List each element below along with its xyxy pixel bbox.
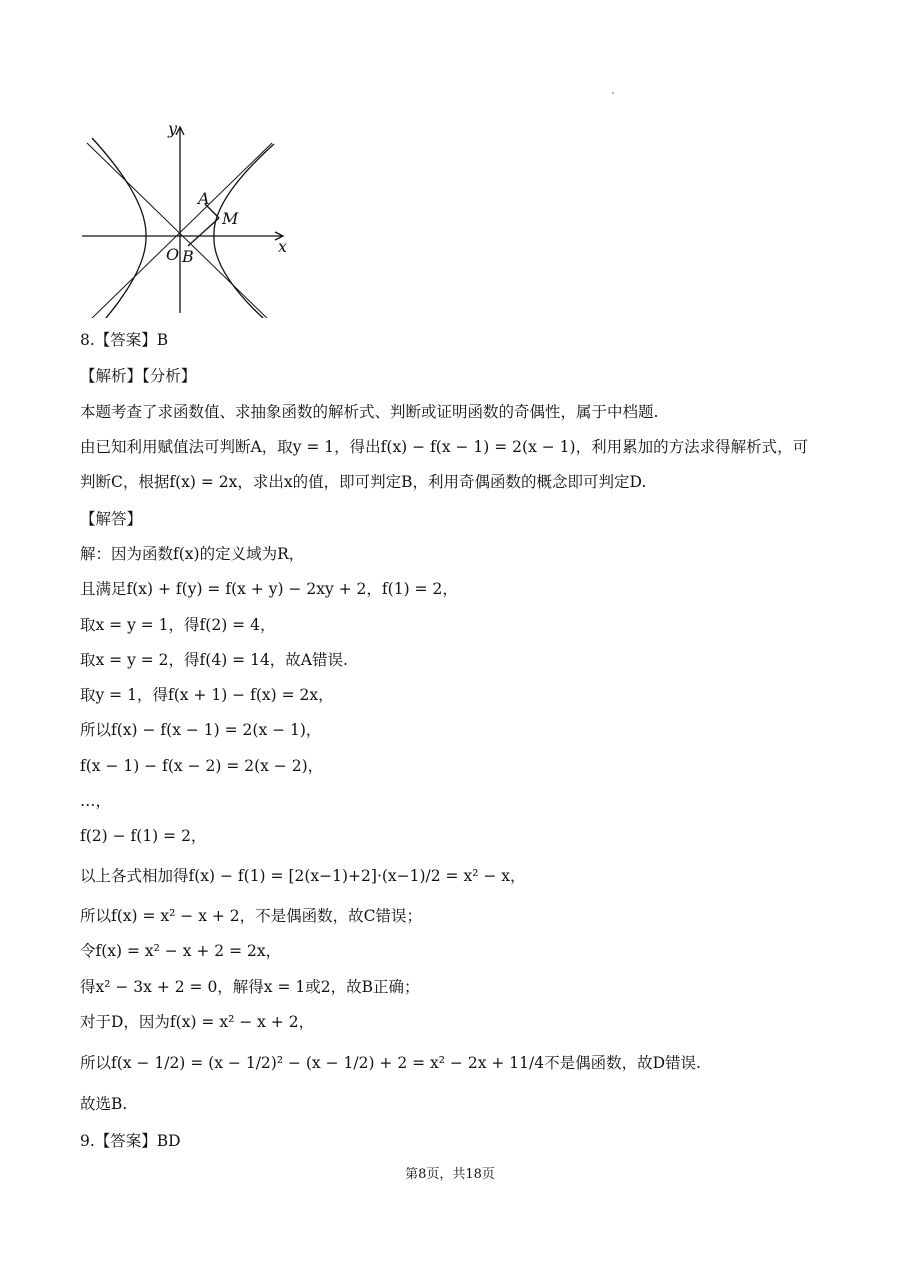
label-y: y <box>168 119 178 138</box>
solution-line-11: 所以f(x) = x² − x + 2，不是偶函数，故C错误； <box>80 907 423 925</box>
solution-line-5: 取y = 1，得f(x + 1) − f(x) = 2x， <box>80 686 334 704</box>
solution-line-7: f(x − 1) − f(x − 2) = 2(x − 2)， <box>80 757 324 775</box>
label-x: x <box>278 237 288 256</box>
page-footer: 第8页，共18页 <box>405 1167 495 1182</box>
answer-9: 9.【答案】BD <box>80 1132 181 1150</box>
solution-line-14: 对于D，因为f(x) = x² − x + 2， <box>80 1013 315 1031</box>
answer-8: 8.【答案】B <box>80 331 169 349</box>
solution-line-15: 所以f(x − 1/2) = (x − 1/2)² − (x − 1/2) + 2 = x² − 2x + 11/4不是偶函数，故D错误. <box>80 1054 701 1072</box>
solution-line-3: 取x = y = 1，得f(2) = 4， <box>80 616 276 634</box>
solution-line-12: 令f(x) = x² − x + 2 = 2x， <box>80 942 282 960</box>
label-B: B <box>182 247 194 266</box>
analysis-text-1: 本题考查了求函数值、求抽象函数的解析式、判断或证明函数的奇偶性，属于中档题. <box>80 403 659 421</box>
analysis-heading: 【解析】【分析】 <box>80 367 197 385</box>
solution-line-13: 得x² − 3x + 2 = 0，解得x = 1或2，故B正确； <box>80 978 420 996</box>
solution-line-6: 所以f(x) − f(x − 1) = 2(x − 1)， <box>80 721 322 739</box>
label-O: O <box>166 245 180 264</box>
hyperbola-svg <box>82 118 292 318</box>
speck <box>612 92 614 94</box>
label-M: M <box>222 209 239 228</box>
analysis-text-2: 由已知利用赋值法可判断A，取y = 1，得出f(x) − f(x − 1) = 2(x − 1)，利用累加的方法求得解析式，可 <box>80 438 809 456</box>
solution-line-10: 以上各式相加得f(x) − f(1) = [2(x−1)+2]·(x−1)/2 = x² − x， <box>80 867 526 885</box>
solution-line-16: 故选B. <box>80 1095 128 1113</box>
analysis-text-3: 判断C，根据f(x) = 2x，求出x的值，即可判定B，利用奇偶函数的概念即可判定D. <box>80 473 647 491</box>
solution-line-4: 取x = y = 2，得f(4) = 14，故A错误. <box>80 651 348 669</box>
label-A: A <box>198 189 210 208</box>
solution-line-9: f(2) − f(1) = 2， <box>80 827 207 845</box>
hyperbola-figure <box>82 118 292 322</box>
hyperbola-left-branch <box>92 138 146 318</box>
solution-line-2: 且满足f(x) + f(y) = f(x + y) − 2xy + 2，f(1) = 2， <box>80 580 458 598</box>
solution-line-1: 解：因为函数f(x)的定义域为R， <box>80 545 305 563</box>
solution-line-8: …， <box>80 792 112 810</box>
solution-heading: 【解答】 <box>80 510 143 528</box>
